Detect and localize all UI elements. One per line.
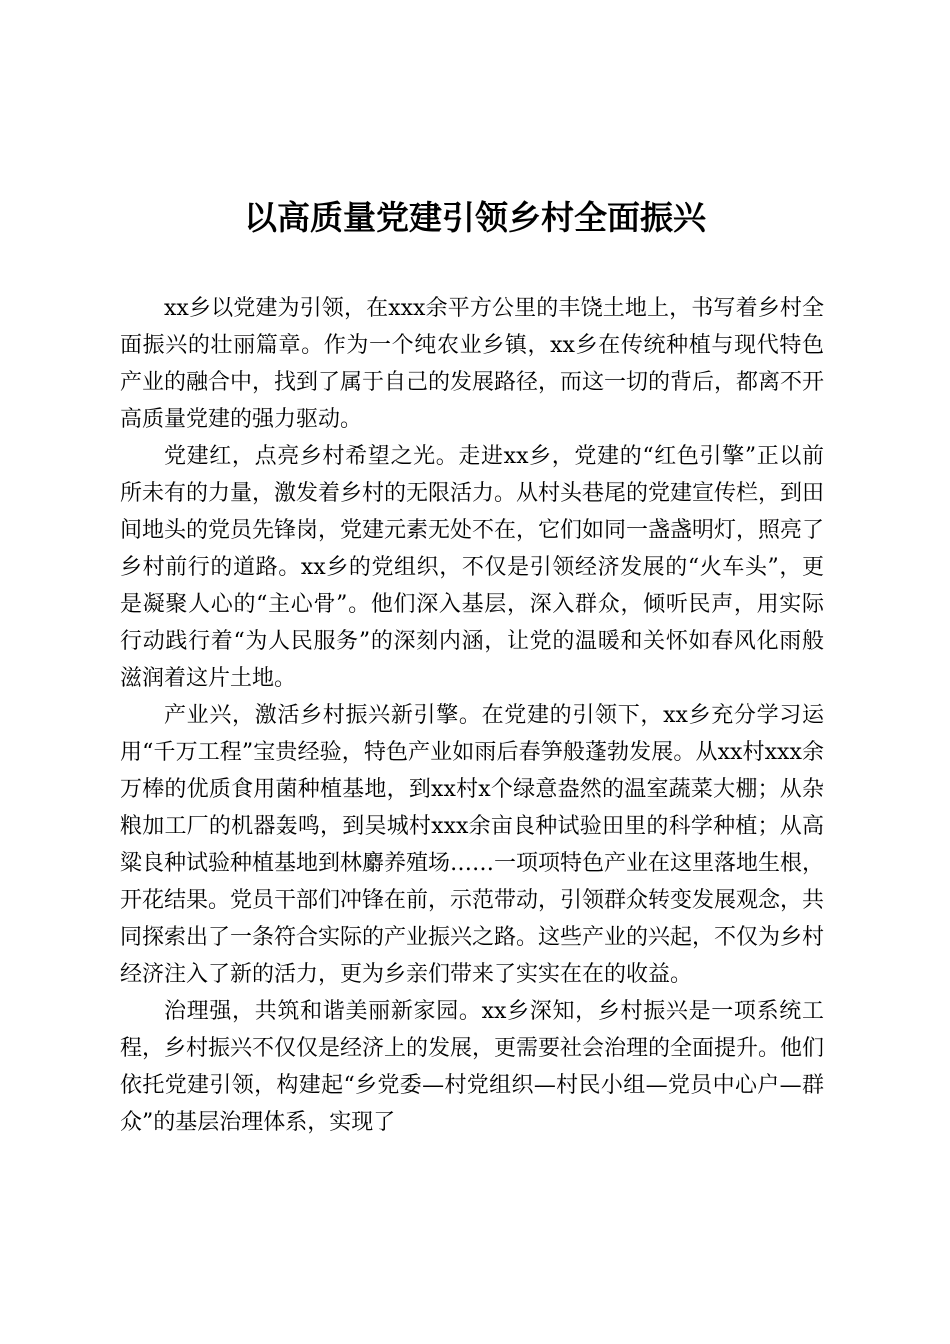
paragraph: 治理强，共筑和谐美丽新家园。xx乡深知，乡村振兴是一项系统工程，乡村振兴不仅仅是经济上的发展，更需要社会治理的全面提升。他们依托党建引领，构建起“乡党委—村党组织—村民小组—党员中心户—群众”的基层治理体系，实现了	[120, 999, 825, 1135]
document-body	[120, 290, 824, 1141]
paragraph: 产业兴，激活乡村振兴新引擎。在党建的引领下，xx乡充分学习运用“千万工程”宝贵经验，特色产业如雨后春笋般蓬勃发展。从xx村xxx余万棒的优质食用菌种植基地，到xx村x个绿意盎然的温室蔬菜大棚；从杂粮加工厂的机器轰鸣，到吴城村xxx余亩良种试验田里的科学种植；从高粱良种试验种植基地到林麝养殖场……一项项特色产业在这里落地生根，开花结果。党员干部们冲锋在前，示范带动，引领群众转变发展观念，共同探索出了一条符合实际的产业振兴之路。这些产业的兴起，不仅为乡村经济注入了新的活力，更为乡亲们带来了实实在在的收益。	[120, 703, 825, 987]
paragraph: xx乡以党建为引领，在xxx余平方公里的丰饶土地上，书写着乡村全面振兴的壮丽篇章。作为一个纯农业乡镇，xx乡在传统种植与现代特色产业的融合中，找到了属于自己的发展路径，而这一切的背后，都离不开高质量党建的强力驱动。	[120, 296, 825, 432]
document-title: 以高质量党建引领乡村全面振兴	[244, 198, 706, 237]
paragraph: 党建红，点亮乡村希望之光。走进xx乡，党建的“红色引擎”正以前所未有的力量，激发着乡村的无限活力。从村头巷尾的党建宣传栏，到田间地头的党员先锋岗，党建元素无处不在，它们如同一盏盏明灯，照亮了乡村前行的道路。xx乡的党组织，不仅是引领经济发展的“火车头”，更是凝聚人心的“主心骨”。他们深入基层，深入群众，倾听民声，用实际行动践行着“为人民服务”的深刻内涵，让党的温暖和关怀如春风化雨般滋润着这片土地。	[120, 444, 825, 691]
